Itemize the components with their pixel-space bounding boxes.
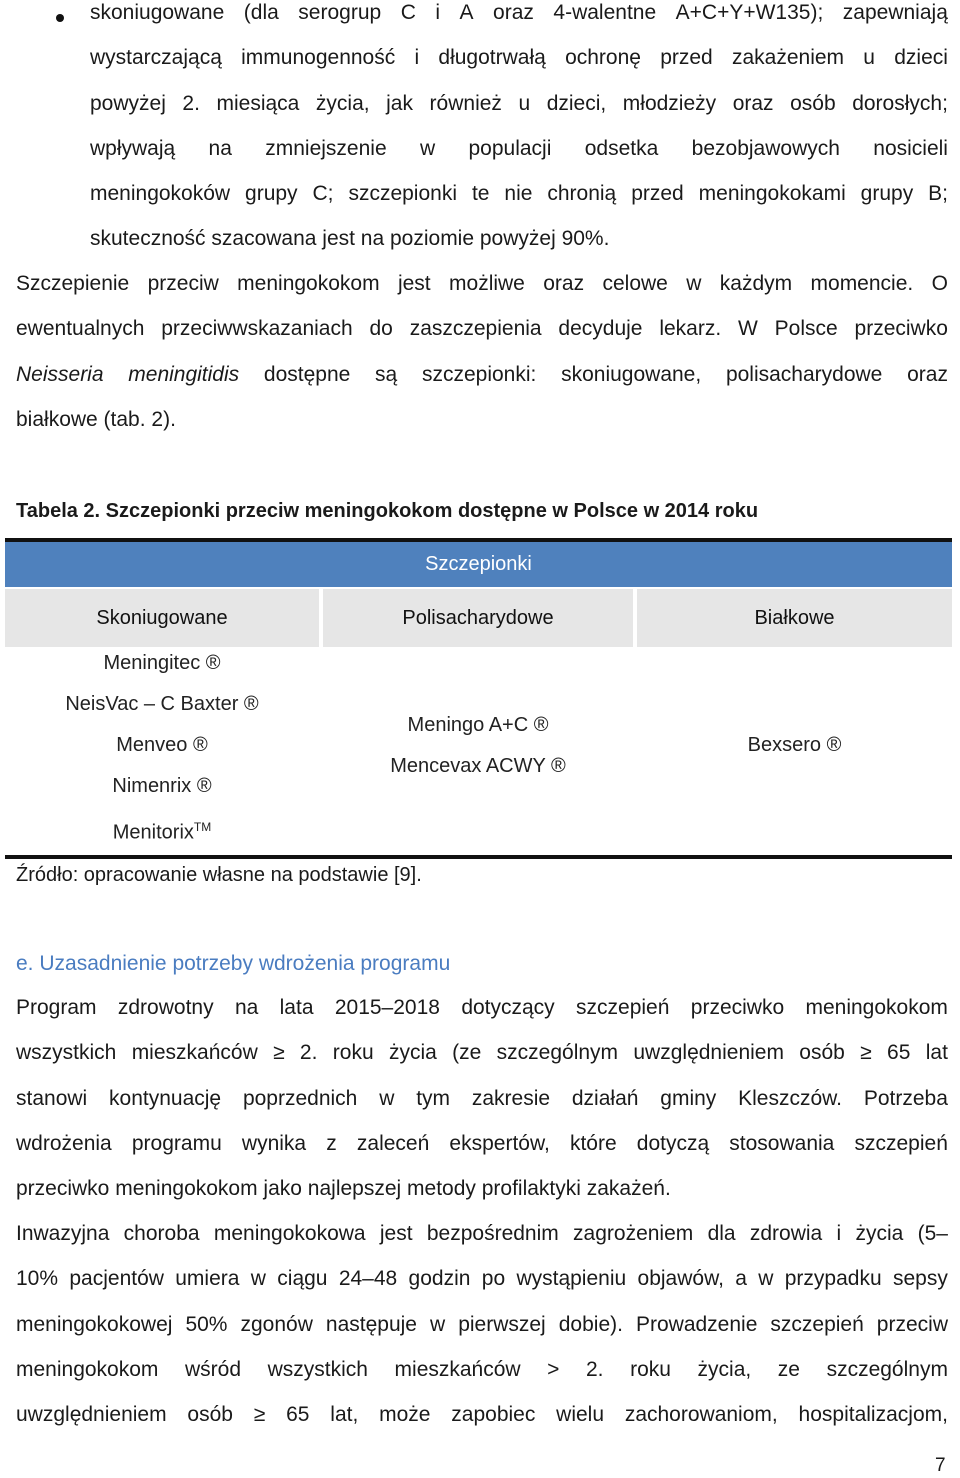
- word: osób: [790, 91, 836, 115]
- word: meningokoków: [90, 182, 231, 206]
- word: szczepionki: [348, 182, 457, 206]
- page-number: 7: [935, 1455, 946, 1476]
- word: chronią: [547, 182, 617, 206]
- word: życia,: [697, 1357, 752, 1381]
- word: bezpośrednim: [426, 1222, 559, 1245]
- vaccine-name: NeisVac – C Baxter ®: [65, 693, 259, 715]
- word: programu: [131, 1131, 222, 1155]
- word: na: [234, 996, 259, 1019]
- word: meningitidis: [128, 362, 240, 386]
- word: do: [369, 317, 393, 341]
- word: dobie).: [558, 1312, 623, 1336]
- word: wszystkich: [267, 1357, 368, 1381]
- word: Program: [16, 996, 97, 1019]
- word: ≥: [253, 1403, 266, 1427]
- word: skoniugowane,: [561, 362, 702, 386]
- word: A: [459, 1, 474, 24]
- word: Potrzeba: [863, 1086, 948, 1110]
- word: wpływają: [90, 136, 176, 160]
- word: godzin: [408, 1267, 471, 1291]
- word: dorosłych;: [852, 91, 948, 115]
- word: zachorowaniom,: [624, 1403, 778, 1427]
- word: w: [430, 1312, 446, 1336]
- word: długotrwałą: [438, 46, 546, 70]
- word: bezobjawowych: [691, 136, 840, 160]
- word: przed: [660, 46, 713, 70]
- word: 4-walentne: [553, 1, 657, 24]
- word: szczepień: [576, 996, 670, 1019]
- word: Kleszczów.: [738, 1086, 842, 1110]
- word: Szczepienie: [16, 272, 130, 295]
- word: może: [379, 1403, 431, 1427]
- section-title: Uzasadnienie potrzeby wdrożenia programu: [39, 952, 451, 975]
- word: O: [931, 272, 948, 295]
- word: roku: [630, 1357, 671, 1381]
- word: zakażeniem: [731, 46, 845, 70]
- word: A+C+Y+W135);: [675, 1, 824, 24]
- word: Inwazyjna: [16, 1222, 110, 1245]
- word: przypadku: [784, 1267, 882, 1291]
- text-line: [16, 316, 948, 342]
- word: ewentualnych: [16, 317, 145, 341]
- vaccine-name: Nimenrix ®: [112, 775, 212, 797]
- word: lat,: [330, 1403, 359, 1427]
- text-line: [16, 1221, 948, 1247]
- word: immunogenność: [241, 46, 396, 70]
- word: populacji: [468, 136, 552, 160]
- word: przeciwwskazaniach: [161, 317, 353, 341]
- text-line: [90, 45, 948, 71]
- word: ze: [777, 1357, 800, 1381]
- table-bottom-border: [5, 855, 952, 859]
- word: serogrup: [298, 1, 382, 24]
- word: zapewniają: [842, 1, 948, 24]
- vaccine-name: Menveo ®: [116, 734, 208, 756]
- vaccine-name-menitorix: [5, 807, 319, 848]
- text-line: [16, 1357, 948, 1383]
- word: życia: [855, 1222, 904, 1245]
- word: W: [738, 317, 758, 341]
- word: w: [379, 1086, 395, 1110]
- word: na: [208, 136, 232, 160]
- word: C;: [312, 182, 334, 206]
- vaccine-name: Mencevax ACWY ®: [390, 755, 566, 777]
- word: pacjentów: [69, 1267, 164, 1291]
- word: możliwe: [449, 272, 525, 295]
- word: jak: [386, 91, 413, 115]
- word: szczepień: [770, 1312, 864, 1336]
- word: dotyczący: [461, 996, 555, 1019]
- word: B;: [928, 182, 948, 206]
- word: jest: [397, 272, 431, 295]
- word: młodzieży: [622, 91, 717, 115]
- word: umiera: [175, 1267, 240, 1291]
- column-header-polysaccharide: Polisacharydowe: [323, 589, 633, 647]
- word: a: [735, 1267, 747, 1291]
- word: zagrożeniem: [573, 1222, 694, 1245]
- word: działań: [571, 1086, 639, 1110]
- word: 24–48: [338, 1267, 398, 1291]
- word: w: [686, 272, 702, 295]
- table-header: Szczepionki: [5, 542, 952, 587]
- word: następuje: [325, 1312, 417, 1336]
- vaccine-name: Meningitec ®: [103, 652, 221, 674]
- word: oraz: [543, 272, 585, 295]
- word: dla: [707, 1222, 736, 1245]
- word: życia,: [315, 91, 370, 115]
- word: wdrożenia: [16, 1131, 112, 1155]
- word: które: [569, 1131, 617, 1155]
- word: wystarczającą: [90, 46, 222, 70]
- text-line: [90, 91, 948, 117]
- word: >: [547, 1357, 560, 1381]
- word: momencie.: [810, 272, 914, 295]
- word: 2015–2018: [334, 996, 440, 1019]
- word: poprzednich: [242, 1086, 358, 1110]
- word: wśród: [184, 1357, 242, 1381]
- word: życia: [388, 1041, 437, 1065]
- word: szczepionki:: [421, 362, 537, 386]
- word: stanowi: [16, 1086, 88, 1110]
- word: każdym: [719, 272, 793, 295]
- word: meningokokom: [805, 996, 948, 1019]
- word: i: [836, 1222, 842, 1245]
- word: zaleceń: [356, 1131, 430, 1155]
- word: zgonów: [240, 1312, 313, 1336]
- word: decyduje: [558, 317, 643, 341]
- word: 2.: [586, 1357, 604, 1381]
- text-line: [16, 1402, 948, 1428]
- word: oraz: [493, 1, 534, 24]
- paragraph-vaccination-last-line: białkowe (tab. 2).: [16, 408, 176, 431]
- word: u: [518, 91, 531, 115]
- word: C: [400, 1, 416, 24]
- text-line: [16, 1131, 948, 1157]
- word: grupy: [860, 182, 914, 206]
- table-caption: Tabela 2. Szczepionki przeciw meningokokom dostępne w Polsce w 2014 roku: [16, 500, 759, 522]
- text-line: [16, 1266, 948, 1292]
- word: w: [250, 1267, 266, 1291]
- word: roku: [332, 1041, 374, 1065]
- bullet-last-line: skuteczność szacowana jest na poziomie powyżej 90%.: [90, 227, 610, 250]
- word: szczególnym: [496, 1041, 619, 1065]
- text-line: [16, 1312, 948, 1338]
- word: sepsy: [892, 1267, 948, 1291]
- word: Polsce: [774, 317, 838, 341]
- word: ≥: [273, 1041, 285, 1065]
- word: (5–: [917, 1222, 948, 1245]
- text-line: [16, 995, 948, 1021]
- cell-protein: [637, 725, 952, 766]
- word: celowe: [602, 272, 668, 295]
- text-line: [16, 1086, 948, 1112]
- word: u: [863, 46, 875, 70]
- word: lekarz.: [659, 317, 722, 341]
- word: hospitalizacjom,: [798, 1403, 948, 1427]
- word: odsetka: [584, 136, 659, 160]
- word: nie: [504, 182, 533, 206]
- vaccine-name: Menitorix: [112, 821, 194, 844]
- word: mieszkańców: [394, 1357, 521, 1381]
- word: stosowania: [729, 1131, 835, 1155]
- word: 10%: [16, 1267, 59, 1291]
- word: meningokokami: [698, 182, 846, 206]
- text-line: [90, 181, 948, 207]
- word: szczególnym: [826, 1357, 948, 1381]
- word: wszystkich: [16, 1041, 117, 1065]
- word: pierwszej: [458, 1312, 546, 1336]
- word: wielu: [556, 1403, 605, 1427]
- word: osób: [799, 1041, 845, 1065]
- word: dostępne: [263, 362, 351, 386]
- word: Prowadzenie: [635, 1312, 758, 1336]
- text-line: [16, 362, 948, 388]
- section-heading: [16, 951, 450, 977]
- word: skoniugowane: [90, 1, 225, 24]
- vaccine-name: Bexsero ®: [747, 734, 842, 756]
- word: i: [435, 1, 441, 24]
- cell-polysaccharide: [323, 705, 633, 787]
- word: lata: [279, 996, 314, 1019]
- word: polisacharydowe: [725, 362, 883, 386]
- word: gminy: [660, 1086, 717, 1110]
- word: zdrowia: [749, 1222, 823, 1245]
- word: w: [419, 136, 436, 160]
- word: 2.: [182, 91, 200, 115]
- word: (dla: [243, 1, 279, 24]
- word: również: [429, 91, 502, 115]
- word: uwzględnieniem: [16, 1403, 167, 1427]
- word: i: [414, 46, 420, 70]
- text-line: [90, 0, 948, 26]
- word: szczepień: [854, 1131, 948, 1155]
- word: dzieci,: [546, 91, 607, 115]
- word: jest: [379, 1222, 413, 1245]
- word: 65: [286, 1403, 310, 1427]
- vaccine-name: Meningo A+C ®: [407, 714, 549, 736]
- column-header-protein: Białkowe: [637, 589, 952, 647]
- word: wynika: [241, 1131, 307, 1155]
- word: dzieci: [894, 46, 948, 70]
- section-letter: e.: [16, 952, 34, 975]
- word: przeciwko: [690, 996, 785, 1019]
- word: objawów,: [637, 1267, 724, 1291]
- text-line: [16, 271, 948, 297]
- word: przeciw: [147, 272, 219, 295]
- word: ochronę: [565, 46, 641, 70]
- word: 50%: [185, 1312, 228, 1336]
- table-source: Źródło: opracowanie własne na podstawie [9].: [16, 864, 422, 886]
- text-line: [90, 136, 948, 162]
- word: zmniejszenie: [265, 136, 387, 160]
- word: ekspertów,: [449, 1131, 550, 1155]
- word: meningokokowa: [213, 1222, 366, 1245]
- word: meningokokom: [237, 272, 380, 295]
- word: przed: [631, 182, 684, 206]
- cell-conjugated: [5, 643, 319, 848]
- word: (ze: [452, 1041, 482, 1065]
- paragraph-program-last-line: przeciwko meningokokom jako najlepszej metody profilaktyki zakażeń.: [16, 1177, 671, 1200]
- word: mieszkańców: [131, 1041, 258, 1065]
- word: miesiąca: [216, 91, 300, 115]
- word: wystąpieniu: [516, 1267, 627, 1291]
- trademark-sup: TM: [193, 820, 212, 834]
- word: ≥: [860, 1041, 872, 1065]
- word: 2.: [299, 1041, 318, 1065]
- word: nosicieli: [873, 136, 948, 160]
- word: kontynuację: [109, 1086, 222, 1110]
- word: ciągu: [277, 1267, 328, 1291]
- bullet-icon: [56, 14, 64, 22]
- word: uwzględnieniem: [633, 1041, 784, 1065]
- word: zapobiec: [451, 1403, 536, 1427]
- word: zakresie: [471, 1086, 551, 1110]
- word: te: [471, 182, 490, 206]
- word: w: [758, 1267, 774, 1291]
- word: powyżej: [90, 91, 166, 115]
- word: oraz: [732, 91, 774, 115]
- word: meningokokom: [16, 1357, 159, 1381]
- word: przeciw: [876, 1312, 948, 1336]
- word: zdrowotny: [117, 996, 214, 1019]
- word: przeciwko: [854, 317, 948, 341]
- word: lat: [925, 1041, 948, 1065]
- word: osób: [187, 1403, 233, 1427]
- word: Neisseria: [16, 362, 104, 386]
- word: grupy: [245, 182, 298, 206]
- word: 65: [887, 1041, 911, 1065]
- word: meningokokowej: [16, 1312, 173, 1336]
- word: tym: [416, 1086, 451, 1110]
- word: po: [481, 1267, 506, 1291]
- text-line: [16, 1040, 948, 1066]
- word: są: [375, 362, 398, 386]
- word: zaszczepienia: [409, 317, 542, 341]
- column-header-conjugated: Skoniugowane: [5, 589, 319, 647]
- word: dotyczą: [636, 1131, 710, 1155]
- word: oraz: [907, 362, 948, 386]
- word: z: [326, 1131, 337, 1155]
- word: choroba: [123, 1222, 200, 1245]
